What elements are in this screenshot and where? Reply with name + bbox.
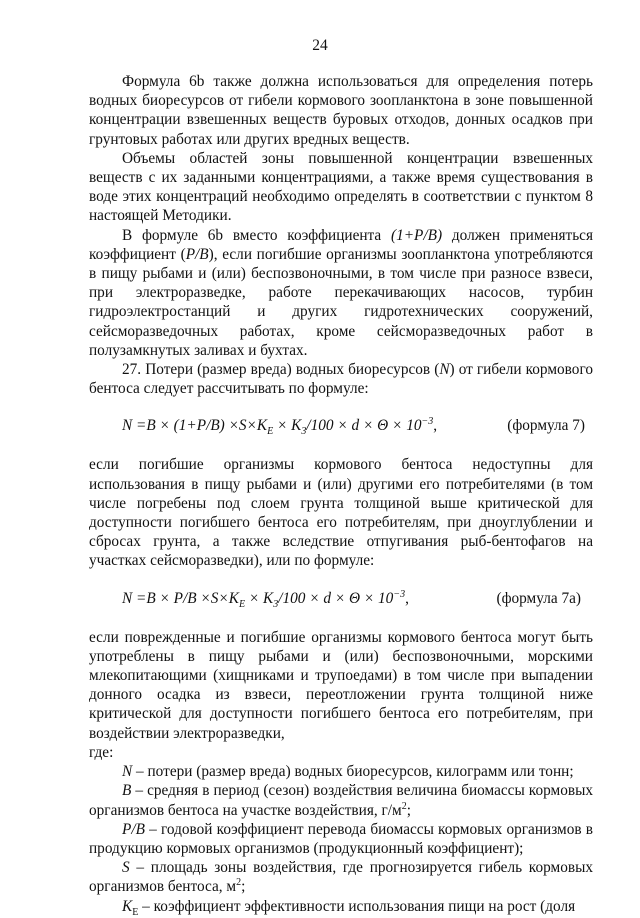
formula-7a-label: (формула 7а)	[496, 589, 581, 607]
definition-n: N – потери (размер вреда) водных биоресурсов, килограмм или тонн;	[122, 763, 574, 781]
paragraph-zone-volumes: Объемы областей зоны повышенной концентрации взвешенных веществ с их заданными концентрациями, а также время существования в воде этих концентраций необходимо определять в соответствии с пунктом 8 настоящей Методики.	[89, 149, 593, 225]
formula-7-expression: $N =B \times (1+P/B) \times S\times K_E \times K_3/100 \times d \times \Theta \times 10^{-3}$,	[122, 416, 438, 438]
coefficient-pb: P/B	[185, 245, 209, 263]
definition-pb: P/B – годовой коэффициент перевода биомассы кормовых организмов в продукцию кормовых организмов (продукционный коэффициент);	[89, 820, 593, 857]
body-text	[89, 72, 593, 916]
where-label: где:	[89, 743, 114, 761]
definition-s: S – площадь зоны воздействия, где прогнозируется гибель кормовых организмов бентоса, $м^2$;	[89, 859, 593, 896]
paragraph-formula-6b-usage: Формула 6b также должна использоваться для определения потерь водных биоресурсов от гибели кормового зоопланктона в зоне повышенной концентрации взвешенных веществ буровых отходов, донных осадков при грунтовых работах или других вредных веществ.	[89, 73, 593, 148]
paragraph-coefficient-replacement: В формуле 6b вместо коэффициента (1+P/B) должен применяться коэффициент (P/B), если погибшие организмы зоопланктона употребляются в пищу рыбами и (или) беспозвоночными, в том числе при разносе взвеси, при электроразведке, работе перекачивающих насосов, турбин гидроэлектростанций и других гидротехнических сооружений, сейсморазведочных работах, кроме сейсморазведочных работ в полузамкнутых заливах и бухтах.	[89, 226, 593, 359]
definition-ke: $K_E$ – коэффициент эффективности использования пищи на рост (доля	[122, 897, 576, 918]
definition-b: B – средняя в период (сезон) воздействия величина биомассы кормовых организмов бентоса на участке воздействия, $г/м^2$;	[89, 782, 593, 819]
formula-7a-expression: $N =B \times P/B \times S\times K_E \times K_3/100 \times d \times \Theta \times 10^{-3}$,	[122, 588, 409, 610]
formula-7a	[89, 589, 593, 608]
paragraph-benthos-unavailable: если погибшие организмы кормового бентоса недоступны для использования в пищу рыбами и (или) другими его потребителями (в том числе погребены под слоем грунта толщиной выше критической для доступности погибшего бентоса его потребителям, при дноуглублении и сбросах грунта, а также вследствие отпугивания рыб-бентофагов на участках сейсморазведки), или по формуле:	[89, 456, 593, 570]
paragraph-benthos-available: если поврежденные и погибшие организмы кормового бентоса могут быть употреблены в пищу рыбами и (или) беспозвоночными, морскими млекопитающими (хищниками и трупоедами) в том числе при выпадении донного осадка из взвеси, переотложении грунта толщиной ниже критической для доступности погибшего бентоса его потребителям, при воздействии электроразведки,	[89, 628, 593, 742]
coefficient-1-plus-pb: (1+P/B)	[390, 226, 443, 244]
paragraph-item-27: 27. Потери (размер вреда) водных биоресурсов (N) от гибели кормового бентоса следует рассчитывать по формуле:	[89, 361, 593, 398]
formula-7-label: (формула 7)	[507, 417, 585, 435]
page-number: 24	[312, 37, 328, 54]
formula-7	[89, 416, 593, 438]
